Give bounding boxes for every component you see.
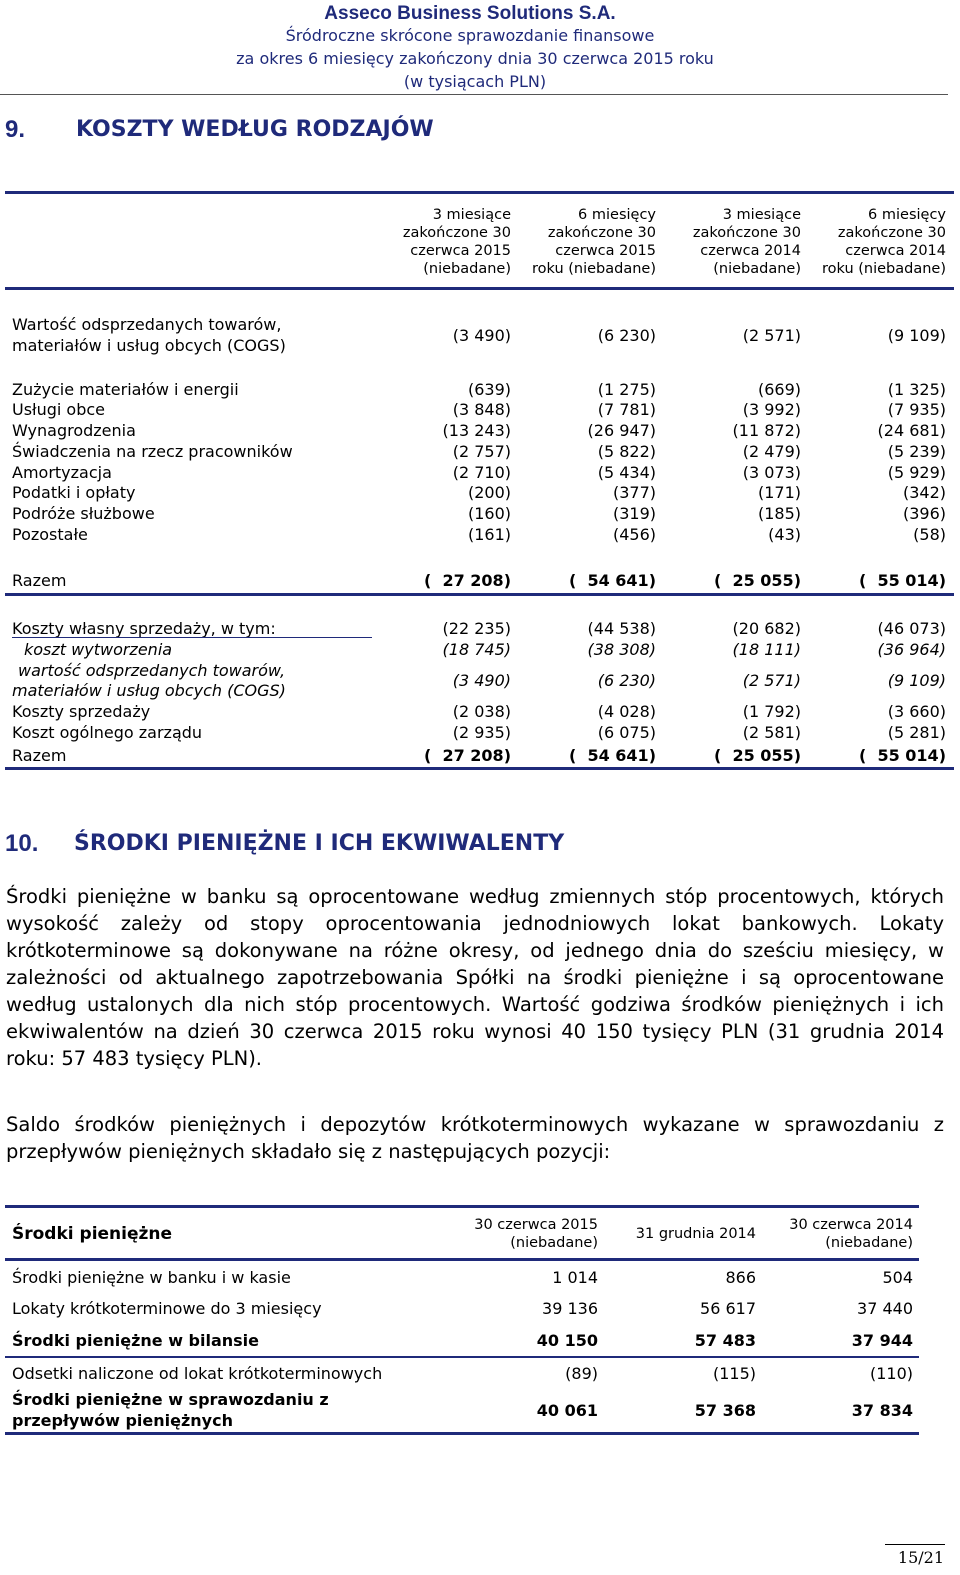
cell-value: 39 136 — [542, 1299, 598, 1318]
col-header-line: 3 miesiące — [722, 207, 801, 223]
section-9-title: KOSZTY WEDŁUG RODZAJÓW — [76, 117, 434, 142]
cell-value: (669) — [757, 380, 801, 399]
row-label: materiałów i usług obcych (COGS) — [12, 681, 286, 700]
page-number-rule — [885, 1544, 945, 1545]
cell-value: (6 230) — [597, 326, 656, 345]
row-label: Podróże służbowe — [12, 504, 155, 523]
report-title: Śródroczne skrócone sprawozdanie finansowe — [285, 26, 655, 45]
col-header-line: (niebadane) — [510, 1235, 598, 1251]
cell-value: (7 781) — [597, 400, 656, 419]
cell-value: (22 235) — [442, 619, 511, 638]
table-row — [12, 442, 952, 463]
cell-value: (38 308) — [587, 640, 656, 659]
cell-value: ( 55 014) — [859, 571, 946, 590]
table2-row — [12, 1268, 912, 1289]
cell-value: (5 929) — [887, 463, 946, 482]
cell-value: (185) — [757, 504, 801, 523]
col-header-line: 6 miesięcy — [868, 207, 946, 223]
cell-value: (3 848) — [452, 400, 511, 419]
cell-value: (2 571) — [742, 671, 801, 690]
col-header-31-12-2014 — [606, 1225, 756, 1243]
table-row — [12, 504, 952, 525]
cell-value: (6 075) — [597, 723, 656, 742]
cell-value: (89) — [565, 1364, 598, 1383]
col-header-line: czerwca 2015 — [555, 243, 656, 259]
cell-value: (161) — [467, 525, 511, 544]
cell-value: (3 660) — [887, 702, 946, 721]
table-bottom-rule — [5, 767, 954, 770]
table-top-rule — [5, 191, 954, 194]
cell-value: (2 935) — [452, 723, 511, 742]
table2-row-final — [12, 1390, 912, 1432]
cell-value: (3 073) — [742, 463, 801, 482]
cell-value: (18 111) — [732, 640, 801, 659]
cell-value: 57 368 — [694, 1401, 756, 1420]
cell-value: 37 440 — [857, 1299, 913, 1318]
cell-value: 40 150 — [536, 1331, 598, 1350]
cell-value: (5 434) — [597, 463, 656, 482]
row-label: Pozostałe — [12, 525, 88, 544]
cell-value: (200) — [467, 483, 511, 502]
cell-value: (639) — [467, 380, 511, 399]
col-header-line: 31 grudnia 2014 — [635, 1226, 756, 1242]
cell-value: (11 872) — [732, 421, 801, 440]
row-label: Środki pieniężne w banku i w kasie — [12, 1268, 291, 1287]
cell-value: (160) — [467, 504, 511, 523]
cell-value: (24 681) — [877, 421, 946, 440]
table2-row — [12, 1299, 912, 1320]
col-header-line: roku (niebadane) — [821, 261, 946, 277]
cell-value: (110) — [869, 1364, 913, 1383]
cell-value: ( 25 055) — [714, 571, 801, 590]
cell-value: ( 54 641) — [569, 571, 656, 590]
row-label: Amortyzacja — [12, 463, 112, 482]
row-label: Odsetki naliczone od lokat krótkoterminowych — [12, 1364, 383, 1383]
table2-row-balance — [12, 1331, 912, 1352]
row-label: Środki pieniężne w sprawozdaniu z — [12, 1390, 329, 1409]
section-10-title: ŚRODKI PIENIĘŻNE I ICH EKWIWALENTY — [74, 831, 565, 856]
row-label: Razem — [12, 746, 67, 765]
table2-row — [12, 1364, 912, 1385]
cell-value: 1 014 — [552, 1268, 598, 1287]
row-label: koszt wytworzenia — [24, 640, 173, 659]
col-header-line: (niebadane) — [713, 261, 801, 277]
cell-value: (6 230) — [597, 671, 656, 690]
col-header-line: 6 miesięcy — [578, 207, 656, 223]
report-period: za okres 6 miesięcy zakończony dnia 30 czerwca 2015 roku — [236, 49, 714, 68]
cell-value: (342) — [902, 483, 946, 502]
cell-value: (5 239) — [887, 442, 946, 461]
cell-value: 37 834 — [851, 1401, 913, 1420]
table2-top-rule — [5, 1205, 919, 1208]
col-header-line: roku (niebadane) — [531, 261, 656, 277]
paragraph-interest: Środki pieniężne w banku są oprocentowane według zmiennych stóp procentowych, których wysokość zależy od stopy oprocentowania jednodniowych lokat bankowych. Lokaty krótkoterminowe są dokonywane na różne okresy, od jednego dnia do sześciu miesięcy, w zależności od aktualnego zapotrzebowania Spółki na środki pieniężne i są oprocentowane według ustalonych dla nich stóp procentowych. Wartość godziwa środków pieniężnych i ich ekwiwalentów na dzień 30 czerwca 2015 roku wynosi 40 150 tysięcy PLN (31 grudnia 2014 roku: 57 483 tysięcy PLN). — [6, 885, 944, 1070]
cell-value: (3 490) — [452, 326, 511, 345]
cell-value: (377) — [612, 483, 656, 502]
row-label: Zużycie materiałów i energii — [12, 380, 239, 399]
cell-value: 504 — [882, 1268, 913, 1287]
table2-header-rule — [5, 1258, 919, 1261]
table-header-rule — [5, 287, 954, 290]
cell-value: (58) — [913, 525, 946, 544]
table2-bottom-rule — [5, 1432, 919, 1435]
header-divider — [0, 94, 948, 95]
cell-value: (171) — [757, 483, 801, 502]
col-header-line: (niebadane) — [825, 1235, 913, 1251]
cell-value: (9 109) — [887, 326, 946, 345]
row-label: Wynagrodzenia — [12, 421, 136, 440]
cell-value: (44 538) — [587, 619, 656, 638]
col-header-line: (niebadane) — [423, 261, 511, 277]
col-header-line: czerwca 2014 — [845, 243, 946, 259]
cell-value: (2 757) — [452, 442, 511, 461]
cell-value: (3 490) — [452, 671, 511, 690]
table-row-total — [12, 746, 952, 767]
cell-value: (26 947) — [587, 421, 656, 440]
company-name: Asseco Business Solutions S.A. — [324, 3, 616, 24]
section-10-number: 10. — [5, 830, 39, 857]
cell-value: (1 275) — [597, 380, 656, 399]
paragraph-balance: Saldo środków pieniężnych i depozytów krótkoterminowych wykazane w sprawozdaniu z przepływów pieniężnych składało się z następujących pozycji: — [6, 1113, 944, 1163]
cell-value: (43) — [768, 525, 801, 544]
table-row — [12, 723, 952, 744]
col-header-line: 30 czerwca 2015 — [474, 1217, 598, 1233]
cell-value: 57 483 — [694, 1331, 756, 1350]
col-header-line: czerwca 2015 — [410, 243, 511, 259]
cell-value: (115) — [712, 1364, 756, 1383]
table2-mid-rule — [5, 1356, 919, 1358]
col-header-3m-2015 — [361, 206, 511, 278]
cell-value: (20 682) — [732, 619, 801, 638]
row-label: Koszt ogólnego zarządu — [12, 723, 203, 742]
cell-value: 37 944 — [851, 1331, 913, 1350]
cell-value: (36 964) — [877, 640, 946, 659]
row-label: przepływów pieniężnych — [12, 1411, 233, 1430]
cell-value: (46 073) — [877, 619, 946, 638]
row-label: materiałów i usług obcych (COGS) — [12, 336, 286, 355]
report-units: (w tysiącach PLN) — [403, 72, 547, 91]
table-row — [12, 380, 952, 401]
table-row — [12, 421, 952, 442]
total-rule — [5, 593, 954, 596]
row-label: Świadczenia na rzecz pracowników — [12, 442, 293, 461]
cell-value: ( 27 208) — [424, 571, 511, 590]
cell-value: (2 479) — [742, 442, 801, 461]
label-underline — [12, 637, 372, 638]
cell-value: ( 25 055) — [714, 746, 801, 765]
col-header-3m-2014 — [651, 206, 801, 278]
cell-value: ( 55 014) — [859, 746, 946, 765]
table-row — [12, 525, 952, 546]
row-label: Podatki i opłaty — [12, 483, 136, 502]
cell-value: 40 061 — [536, 1401, 598, 1420]
table-row-total — [12, 571, 952, 592]
table-row — [12, 463, 952, 484]
cell-value: (2 571) — [742, 326, 801, 345]
col-header-6m-2014 — [796, 206, 946, 278]
cell-value: (319) — [612, 504, 656, 523]
col-header-30-06-2015 — [448, 1216, 598, 1252]
cell-value: (18 745) — [442, 640, 511, 659]
cell-value: (1 792) — [742, 702, 801, 721]
section-9-number: 9. — [5, 116, 26, 143]
cell-value: 866 — [725, 1268, 756, 1287]
cell-value: 56 617 — [700, 1299, 756, 1318]
row-label: Usługi obce — [12, 400, 106, 419]
col-header-line: zakończone 30 — [692, 225, 801, 241]
col-header-line: 3 miesiące — [432, 207, 511, 223]
cell-value: ( 54 641) — [569, 746, 656, 765]
col-header-6m-2015 — [506, 206, 656, 278]
cell-value: (396) — [902, 504, 946, 523]
col-header-line: czerwca 2014 — [700, 243, 801, 259]
table-row — [12, 400, 952, 421]
col-header-line: 30 czerwca 2014 — [789, 1217, 913, 1233]
row-label: Środki pieniężne w bilansie — [12, 1331, 260, 1350]
table-row-cogs-split — [12, 661, 952, 703]
row-label: Koszty sprzedaży — [12, 702, 151, 721]
col-header-30-06-2014 — [763, 1216, 913, 1252]
row-label: Koszty własny sprzedaży, w tym: — [12, 619, 276, 638]
table-row — [12, 483, 952, 504]
cell-value: (9 109) — [887, 671, 946, 690]
table-row — [12, 640, 952, 661]
table2-title-cell — [12, 1224, 432, 1245]
cell-value: (2 710) — [452, 463, 511, 482]
table2-title: Środki pieniężne — [12, 1224, 173, 1244]
cell-value: (2 581) — [742, 723, 801, 742]
cell-value: (7 935) — [887, 400, 946, 419]
cell-value: ( 27 208) — [424, 746, 511, 765]
cell-value: (5 281) — [887, 723, 946, 742]
cell-value: (5 822) — [597, 442, 656, 461]
col-header-line: zakończone 30 — [402, 225, 511, 241]
row-label: wartość odsprzedanych towarów, — [18, 661, 286, 680]
col-header-line: zakończone 30 — [837, 225, 946, 241]
cell-value: (3 992) — [742, 400, 801, 419]
cell-value: (1 325) — [887, 380, 946, 399]
cell-value: (4 028) — [597, 702, 656, 721]
row-label: Razem — [12, 571, 67, 590]
page-number: 15/21 — [897, 1548, 944, 1567]
cell-value: (456) — [612, 525, 656, 544]
table-row — [12, 702, 952, 723]
row-label: Lokaty krótkoterminowe do 3 miesięcy — [12, 1299, 322, 1318]
col-header-line: zakończone 30 — [547, 225, 656, 241]
row-label: Wartość odsprzedanych towarów, — [12, 315, 282, 334]
table-row-cogs — [12, 315, 952, 359]
cell-value: (2 038) — [452, 702, 511, 721]
cell-value: (13 243) — [442, 421, 511, 440]
